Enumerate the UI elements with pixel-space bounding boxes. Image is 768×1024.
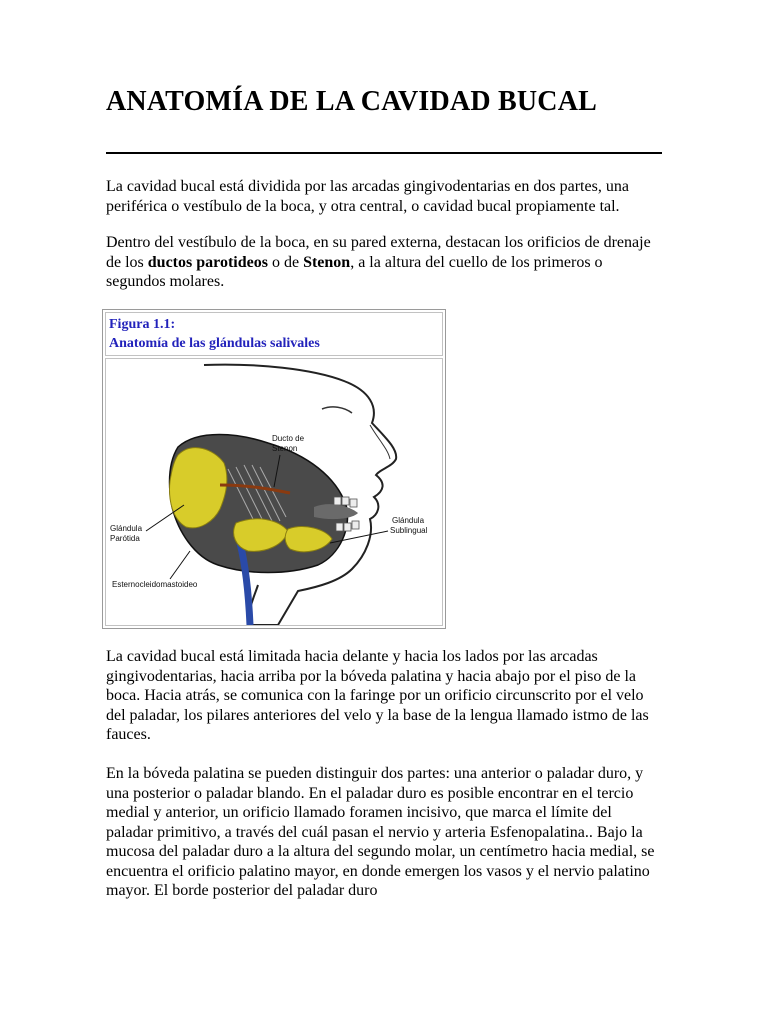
term-ductos-parotideos: ductos parotideos	[147, 253, 268, 271]
label-stenon-line1: Ducto de	[272, 434, 305, 443]
paragraph-2-text-a: Dentro del vestíbulo de la boca, en su pared externa, destacan los orificios de drenaje de los	[106, 234, 651, 271]
leader-muscle	[170, 551, 190, 579]
paragraph-2-text-b: o de	[267, 253, 304, 271]
title-divider	[106, 152, 662, 154]
paragraph-2	[106, 233, 662, 292]
figure-image	[105, 358, 443, 626]
page-title: ANATOMÍA DE LA CAVIDAD BUCAL	[106, 86, 598, 117]
figure-label: Figura 1.1:	[109, 317, 176, 332]
label-stenon-line2: Stenon	[272, 444, 298, 453]
paragraph-4: En la bóveda palatina se pueden distinguir dos partes: una anterior o paladar duro, y una posterior o paladar blando. En el paladar duro es posible encontrar en el tercio medial y anterior, un orificio llamado foramen incisivo, que marca el límite del paladar primitivo, a través del cuál pasan el nervio y arteria Esfenopalatina.. Bajo la mucosa del paladar duro a la altura del segundo molar, un centímetro hacia medial, se encuentra el orificio palatino mayor, en donde emergen los vasos y el nervio palatino mayor. El borde posterior del paladar duro	[106, 765, 655, 899]
eye-outline	[322, 407, 352, 413]
paragraph-2-text-c: , a la altura del cuello de los primeros o segundos molares.	[106, 253, 603, 290]
figure-caption-text: Anatomía de las glándulas salivales	[109, 336, 320, 351]
paragraph-3: La cavidad bucal está limitada hacia delante y hacia los lados por las arcadas gingivodentarias, hacia arriba por la bóveda palatina y hacia abajo por el piso de la boca. Hacia atrás, se comunica con la faringe por un orificio circunscrito por el velo del paladar, los pilares anteriores del velo y la base de la lengua llamado istmo de las fauces.	[106, 648, 649, 743]
paragraph-1: La cavidad bucal está dividida por las arcadas gingivodentarias en dos partes, una periférica o vestíbulo de la boca, y otra central, o cavidad bucal propiamente tal.	[106, 178, 629, 215]
figure-caption	[105, 312, 443, 356]
label-sublingual-line2: Sublingual	[390, 526, 428, 535]
term-stenon: Stenon	[303, 253, 351, 271]
label-parotida-line1: Glándula	[110, 524, 143, 533]
label-parotida-line2: Parótida	[110, 534, 140, 543]
label-sublingual-line1: Glándula	[392, 516, 425, 525]
salivary-glands-illustration	[108, 359, 438, 625]
label-muscle: Esternocleidomastoideo	[112, 580, 198, 589]
figure-table	[102, 309, 446, 629]
